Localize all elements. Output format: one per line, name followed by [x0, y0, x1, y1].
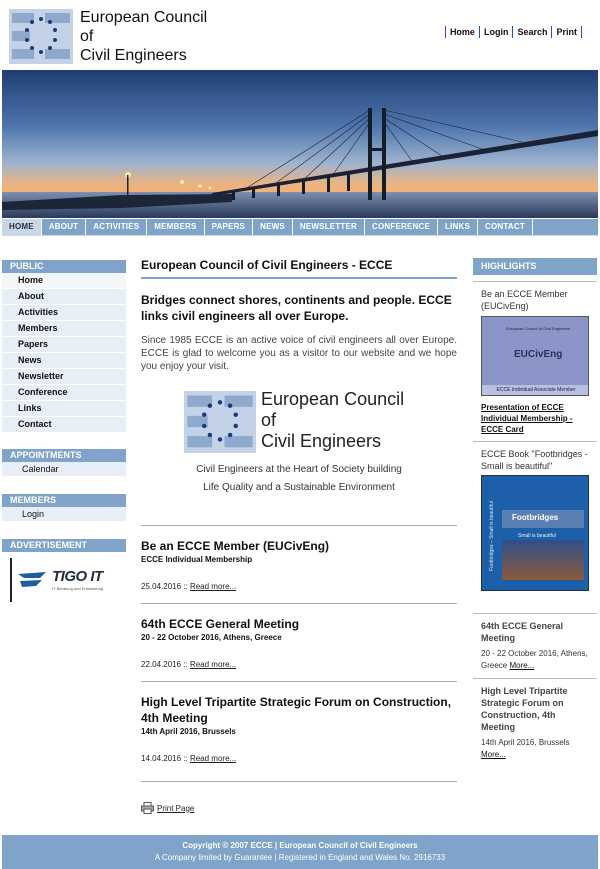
membership-presentation-link[interactable]: Presentation of ECCE Individual Membership - ECCE Card — [481, 403, 573, 434]
print-page — [141, 781, 457, 814]
nav-about[interactable]: ABOUT — [42, 219, 86, 235]
nav-home[interactable]: HOME — [2, 219, 42, 235]
card-top-text: European Council of Civil Engineers — [506, 326, 571, 331]
highlight-text: 14th April 2016, Brussels — [481, 738, 570, 747]
highlight-book — [473, 441, 597, 597]
sidebar-item-papers[interactable]: Papers — [2, 337, 126, 353]
book-subtitle: Small is beautiful — [518, 533, 556, 539]
members-section-header: MEMBERS — [2, 494, 126, 507]
advert-tagline: IT Beratung und Entwicklung — [52, 586, 104, 591]
print-page-link[interactable]: Print Page — [157, 803, 195, 813]
top-link-print[interactable]: Print — [551, 26, 582, 38]
large-logo-line-2: of — [261, 410, 277, 430]
highlight-title: Be an ECCE Member (EUCivEng) — [481, 289, 568, 311]
large-logo-line-3: Civil Engineers — [261, 431, 382, 451]
nav-contact[interactable]: CONTACT — [478, 219, 533, 235]
news-subtitle: ECCE Individual Membership — [141, 555, 253, 564]
read-more-link[interactable]: Read more... — [189, 582, 237, 591]
highlights-header: HIGHLIGHTS — [473, 258, 597, 275]
title-line-3: Civil Engineers — [80, 47, 187, 64]
sidebar-item-news[interactable]: News — [2, 353, 126, 369]
highlight-text: 20 - 22 October 2016, Athens, Greece — [481, 649, 588, 670]
highlight-title: High Level Tripartite Strategic Forum on Construction, 4th Meeting — [481, 686, 568, 732]
nav-members[interactable]: MEMBERS — [147, 219, 204, 235]
book-photo — [502, 540, 584, 580]
nav-activities[interactable]: ACTIVITIES — [86, 219, 147, 235]
sidebar-item-home[interactable]: Home — [2, 273, 126, 289]
right-sidebar — [473, 258, 597, 767]
advert-name: TIGO IT — [52, 568, 103, 585]
footer — [2, 835, 598, 869]
ecce-large-logo — [141, 385, 457, 513]
book-band — [502, 510, 584, 528]
site-title — [80, 8, 207, 65]
news-meta — [141, 660, 457, 669]
left-sidebar — [2, 260, 126, 602]
news-title[interactable]: Be an ECCE Member (EUCivEng) — [141, 539, 330, 553]
tagline — [141, 461, 457, 497]
main-nav — [2, 218, 598, 235]
tagline-line-1: Civil Engineers at the Heart of Society building — [196, 464, 402, 475]
sidebar-item-links[interactable]: Links — [2, 401, 126, 417]
ecce-logo[interactable] — [9, 9, 73, 64]
large-logo-text — [261, 389, 404, 452]
news-item — [141, 681, 457, 763]
large-logo-line-1: European Council — [261, 389, 405, 409]
nav-links[interactable]: LINKS — [438, 219, 478, 235]
appointments-section-header: APPOINTMENTS — [2, 449, 126, 462]
sidebar-item-members[interactable]: Members — [2, 321, 126, 337]
tagline-line-2: Life Quality and a Sustainable Environment — [203, 482, 395, 493]
news-item — [141, 603, 457, 669]
card-label: EUCivEng — [514, 349, 563, 360]
highlight-text-wrap — [481, 648, 589, 672]
news-date: 25.04.2016 — [141, 582, 182, 591]
header — [0, 0, 600, 70]
top-links — [445, 26, 582, 38]
top-link-home[interactable]: Home — [445, 26, 479, 38]
highlight-forum — [473, 678, 597, 767]
news-meta — [141, 754, 457, 763]
tigo-logo-icon — [16, 570, 52, 590]
highlight-text-wrap — [481, 737, 589, 761]
highlight-title: 64th ECCE General Meeting — [481, 621, 564, 643]
advertisement-section-header: ADVERTISEMENT — [2, 539, 126, 552]
nav-conference[interactable]: CONFERENCE — [365, 219, 438, 235]
title-line-1: European Council — [80, 9, 208, 26]
sidebar-item-calendar[interactable]: Calendar — [2, 462, 126, 476]
top-link-login[interactable]: Login — [479, 26, 513, 38]
news-separator: :: — [181, 754, 190, 763]
lead-text: Bridges connect shores, continents and people. ECCE links civil engineers all over Europe. — [141, 293, 452, 323]
bridge-banner-image — [2, 70, 598, 218]
book-title: Footbridges — [512, 513, 559, 522]
main-content — [141, 258, 457, 837]
highlight-title: ECCE Book "Footbridges - Small is beautiful" — [481, 449, 588, 471]
sidebar-item-activities[interactable]: Activities — [2, 305, 126, 321]
ecce-large-logo-mark — [184, 391, 256, 453]
read-more-link[interactable]: Read more... — [189, 660, 237, 669]
news-item — [141, 525, 457, 591]
sidebar-item-login[interactable]: Login — [2, 507, 126, 521]
printer-icon[interactable] — [141, 802, 154, 814]
news-subtitle: 20 - 22 October 2016, Athens, Greece — [141, 633, 282, 642]
sidebar-item-contact[interactable]: Contact — [2, 417, 126, 433]
nav-papers[interactable]: PAPERS — [205, 219, 254, 235]
footbridges-book-image[interactable] — [481, 475, 589, 591]
footer-copyright: Copyright © 2007 ECCE | European Council of Civil Engineers — [182, 841, 418, 850]
news-date: 22.04.2016 — [141, 660, 182, 669]
news-subtitle: 14th April 2016, Brussels — [141, 727, 236, 736]
book-spine-text: Footbridges – Small is beautiful — [489, 501, 495, 571]
nav-news[interactable]: NEWS — [253, 219, 293, 235]
footer-registration: A Company limited by Guarantee | Registered in England and Wales No. 2916733 — [154, 853, 446, 862]
tigo-it-advert[interactable] — [10, 558, 120, 602]
sidebar-item-newsletter[interactable]: Newsletter — [2, 369, 126, 385]
highlight-membership — [473, 281, 597, 441]
news-title[interactable]: High Level Tripartite Strategic Forum on Construction, 4th Meeting — [141, 695, 452, 725]
title-line-2: of — [80, 28, 94, 45]
sidebar-item-about[interactable]: About — [2, 289, 126, 305]
news-separator: :: — [181, 660, 190, 669]
news-meta — [141, 582, 457, 591]
more-link[interactable]: More... — [509, 661, 535, 670]
sidebar-item-conference[interactable]: Conference — [2, 385, 126, 401]
nav-divider — [2, 235, 598, 236]
news-title[interactable]: 64th ECCE General Meeting — [141, 617, 300, 631]
news-date: 14.04.2016 — [141, 754, 182, 763]
more-link[interactable]: More... — [481, 750, 506, 759]
public-section-header: PUBLIC — [2, 260, 126, 273]
nav-newsletter[interactable]: NEWSLETTER — [293, 219, 365, 235]
top-link-search[interactable]: Search — [512, 26, 551, 38]
intro-text: Since 1985 ECCE is an active voice of civil engineers all over Europe. ECCE is glad to welcome you as a visitor to our website and we hope you enjoy your visit. — [141, 335, 457, 372]
card-caption: ECCE Individual Associate Member — [482, 385, 589, 395]
highlight-general-meeting — [473, 613, 597, 678]
read-more-link[interactable]: Read more... — [189, 754, 237, 763]
page-title: European Council of Civil Engineers - ECCE — [141, 258, 457, 279]
news-separator: :: — [181, 582, 190, 591]
eucideng-card-image[interactable] — [481, 316, 589, 396]
